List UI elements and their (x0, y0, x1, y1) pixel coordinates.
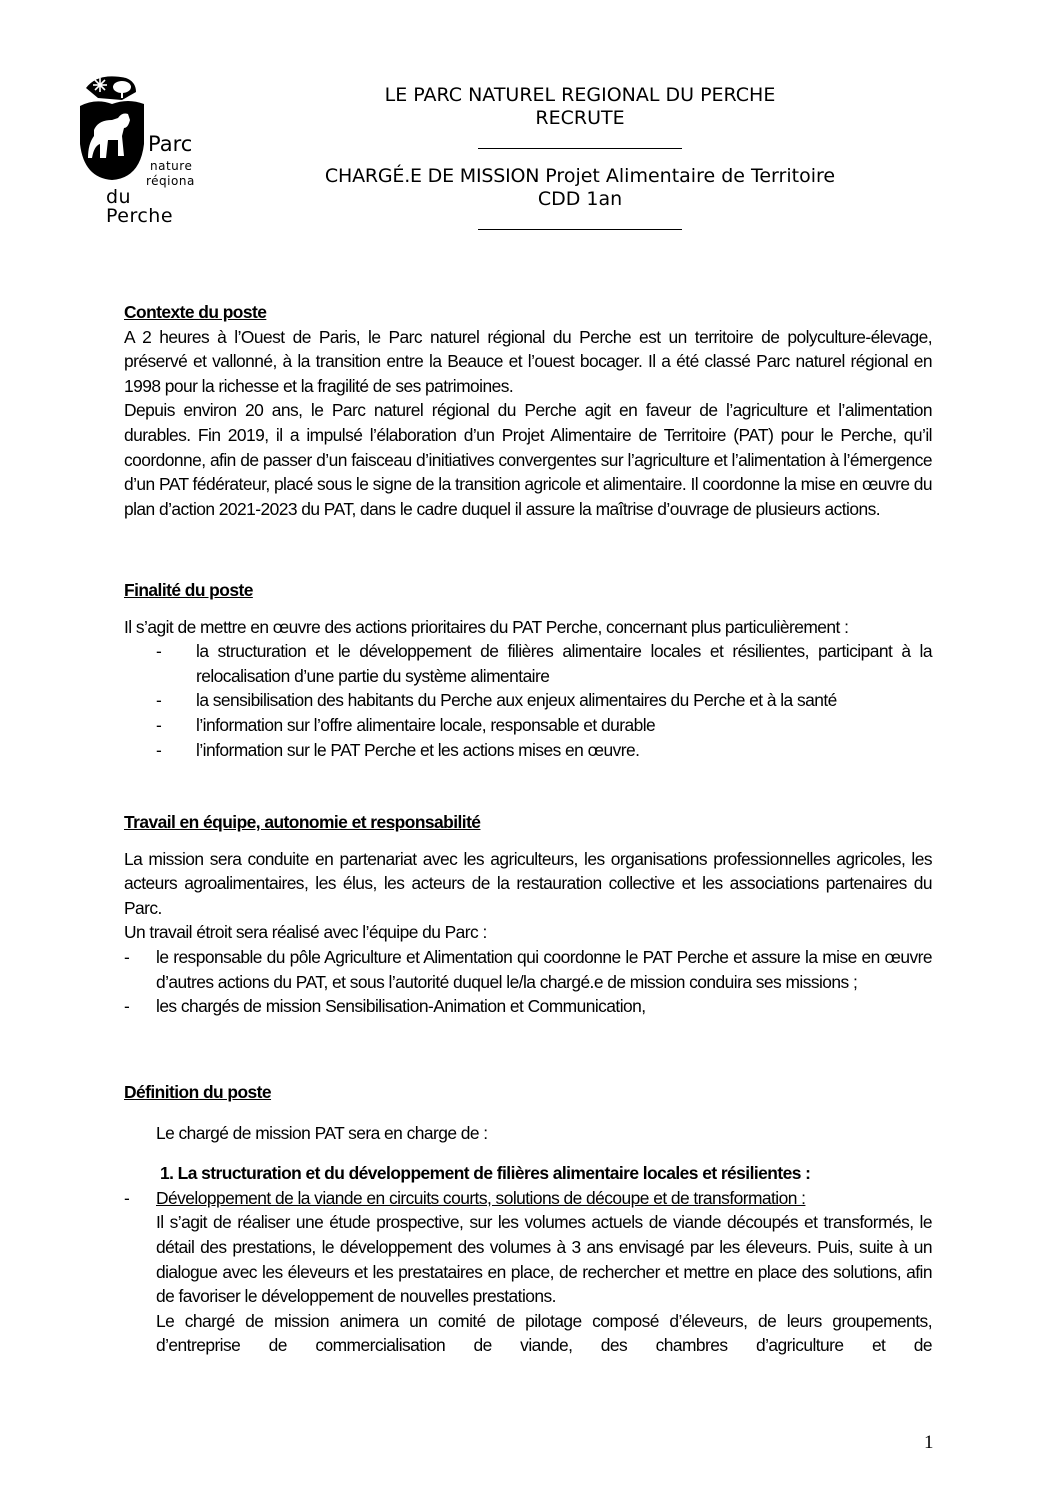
list-item: - Développement de la viande en circuits courts, solutions de découpe et de transformation : (124, 1187, 806, 1208)
section-contexte (124, 300, 932, 521)
paragraph: Le chargé de mission animera un comité de pilotage composé d’éleveurs, de leurs groupements, d’entreprise de commercialisation de viande, des chambres d’agriculture et de (156, 1310, 932, 1356)
job-title-role: CHARGÉ.E DE MISSION (324, 165, 540, 187)
header-divider (478, 229, 682, 230)
job-title (300, 165, 860, 188)
header-recrute: RECRUTE (535, 107, 625, 129)
subsection-title: Développement de la viande en circuits courts, solutions de découpe et de transformation : (156, 1187, 806, 1208)
job-title-project: Projet Alimentaire de Territoire (539, 165, 836, 187)
numbered-heading: 1. La structuration et du développement de filières alimentaire locales et résilientes : (160, 1163, 811, 1184)
logo-text-du-perche: du Perche (106, 186, 174, 227)
paragraph: Il s’agit de mettre en œuvre des actions prioritaires du PAT Perche, concernant plus particulièrement : (124, 616, 849, 637)
paragraph: A 2 heures à l’Ouest de Paris, le Parc naturel régional du Perche est un territoire de polyculture-élevage, préservé et vallonné, à la transition entre la Beauce et l’ouest bocager. Il a été classé Parc naturel régional en 1998 pour la richesse et la fragilité de ses patrimoines. (124, 326, 932, 396)
list-item: - la structuration et le développement de filières alimentaire locales et résilientes, participant à la relocalisation d’une partie du système alimentaire (156, 641, 932, 686)
paragraph: Depuis environ 20 ans, le Parc naturel régional du Perche agit en faveur de l’agriculture et l’alimentation durables. Fin 2019, il a impulsé l’élaboration d’un Projet Alimentaire de Territoire (PAT) pour le Perche, qu’il coordonne, afin de passer d’un faisceau d’initiatives convergentes sur l’agriculture et l’alimentation à l’émergence d’un PAT fédérateur, placé sous le signe de la transition agricole et alimentaire. Il coordonne la mise en œuvre du plan d’action 2021-2023 du PAT, dans le cadre duquel il assure la maîtrise d’ouvrage de plusieurs actions. (124, 400, 932, 519)
paragraph: Il s’agit de réaliser une étude prospective, sur les volumes actuels de viande découpés et transformés, le détail des prestations, le développement des volumes à 3 ans envisagé par les éleveurs. Puis, suite à un dialogue avec les éleveurs et les prestataires en place, de rechercher et mettre en place des solutions, afin de favoriser le développement de nouvelles prestations. (156, 1212, 932, 1307)
list-item: - l’information sur le PAT Perche et les actions mises en œuvre. (156, 739, 640, 760)
document-header (300, 84, 860, 230)
list-item: - l’information sur l’offre alimentaire locale, responsable et durable (156, 714, 656, 735)
list-item: - le responsable du pôle Agriculture et Alimentation qui coordonne le PAT Perche et assure la mise en œuvre d’autres actions du PAT, et sous l’autorité duquel le/la chargé.e de mission conduira ses missions ; (124, 946, 932, 992)
section-title: Travail en équipe, autonomie et responsabilité (124, 812, 481, 832)
header-divider (478, 148, 682, 149)
logo-text-naturel: nature (150, 159, 193, 173)
paragraph: Le chargé de mission PAT sera en charge de : (156, 1122, 488, 1143)
section-definition (124, 1080, 932, 1358)
contract-type: CDD 1an (537, 188, 623, 210)
logo-text-regional: réqiona (146, 174, 195, 188)
page-number: 1 (924, 1432, 934, 1453)
paragraph: La mission sera conduite en partenariat avec les agriculteurs, les organisations professionnelles agricoles, les acteurs agroalimentaires, les élus, les acteurs de la restauration collective et les associations partenaires du Parc. (124, 848, 932, 918)
section-travail (124, 810, 932, 1019)
header-organization: LE PARC NATUREL REGIONAL DU PERCHE (384, 84, 776, 106)
paragraph: Un travail étroit sera réalisé avec l’équipe du Parc : (124, 922, 487, 943)
section-title: Définition du poste (124, 1082, 272, 1102)
parc-perche-logo (78, 74, 195, 227)
list-item: - la sensibilisation des habitants du Perche aux enjeux alimentaires du Perche et à la santé (156, 690, 837, 711)
horse-shield-icon (78, 74, 148, 184)
logo-text-parc: Parc (148, 132, 193, 156)
section-title: Contexte du poste (124, 302, 267, 322)
list-item: - les chargés de mission Sensibilisation-Animation et Communication, (124, 996, 646, 1017)
section-finalite (124, 578, 932, 762)
section-title: Finalité du poste (124, 580, 253, 600)
